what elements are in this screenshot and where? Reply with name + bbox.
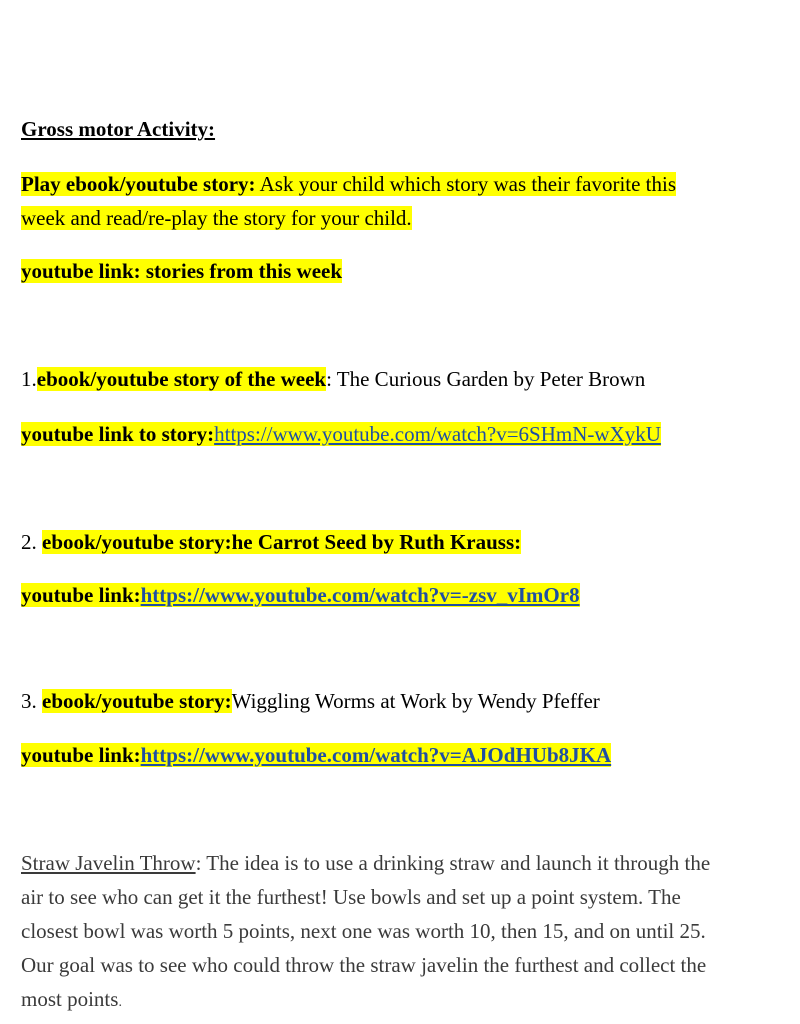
play-story-text-1: Ask your child which story was their favorite this — [255, 172, 677, 196]
story3-label: ebook/youtube story: — [42, 689, 232, 713]
story2-number: 2. — [21, 530, 42, 554]
story3-link-label: youtube link: — [21, 743, 141, 767]
story3-link[interactable]: https://www.youtube.com/watch?v=AJOdHUb8JKA — [140, 743, 612, 767]
story2-link[interactable]: https://www.youtube.com/watch?v=-zsv_vImOr8 — [140, 583, 580, 607]
story2-link-line — [21, 580, 580, 610]
play-story-highlight — [21, 172, 676, 196]
story2-link-highlight — [21, 583, 580, 607]
story1-link-line — [21, 419, 661, 449]
story1-link-highlight — [21, 422, 661, 446]
story1-link[interactable]: https://www.youtube.com/watch?v=6SHmN-wXykU — [214, 422, 661, 446]
play-story-text-2: week and read/re-play the story for your child. — [21, 206, 412, 230]
story1-line — [21, 364, 645, 394]
play-story-paragraph — [21, 167, 761, 235]
story3-link-highlight — [21, 743, 611, 767]
section-heading: Gross motor Activity: — [21, 117, 216, 141]
straw-line-5: most points — [21, 987, 119, 1011]
story3-line — [21, 686, 600, 716]
straw-line-2: air to see who can get it the furthest! Use bowls and set up a point system. The — [21, 885, 681, 909]
story2-line — [21, 527, 521, 557]
story2-link-label: youtube link: — [21, 583, 141, 607]
story3-number: 3. — [21, 689, 42, 713]
straw-period: . — [118, 995, 122, 1010]
play-story-label: Play ebook/youtube story: — [21, 172, 256, 196]
straw-line-4: Our goal was to see who could throw the straw javelin the furthest and collect the — [21, 953, 707, 977]
straw-line-3: closest bowl was worth 5 points, next one was worth 10, then 15, and on until 25. — [21, 919, 706, 943]
straw-line-1: : The idea is to use a drinking straw and launch it through the — [195, 851, 711, 875]
story3-title: Wiggling Worms at Work by Wendy Pfeffer — [231, 689, 600, 713]
story1-label: ebook/youtube story of the week — [36, 367, 327, 391]
story1-link-label: youtube link to story: — [21, 422, 215, 446]
story2-label: ebook/youtube story:he Carrot Seed by Ruth Krauss: — [42, 530, 522, 554]
story1-number: 1. — [21, 367, 37, 391]
stories-week-label: youtube link: stories from this week — [21, 259, 343, 283]
story1-title: : The Curious Garden by Peter Brown — [326, 367, 646, 391]
straw-javelin-title: Straw Javelin Throw — [21, 851, 196, 875]
straw-javelin-paragraph — [21, 846, 766, 1020]
stories-week-line — [21, 256, 342, 286]
story3-link-line — [21, 740, 611, 770]
